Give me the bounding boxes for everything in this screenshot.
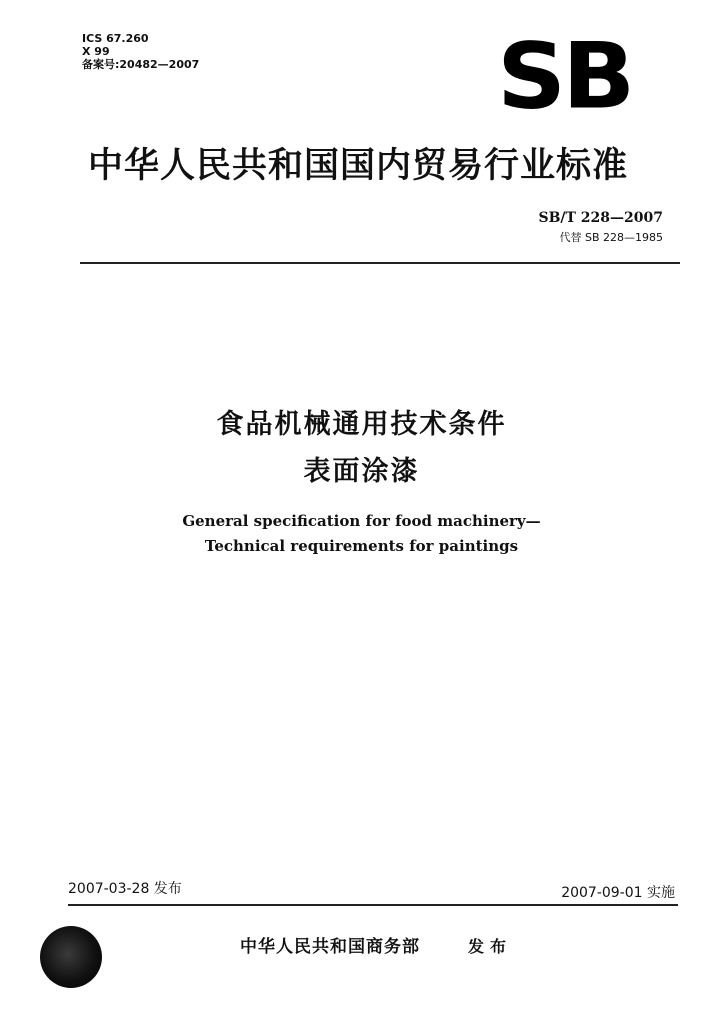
bottom-divider bbox=[68, 904, 678, 906]
title-en-line2: Technical requirements for paintings bbox=[204, 537, 519, 555]
top-divider bbox=[80, 262, 680, 264]
title-cn-line2: 表面涂漆 bbox=[303, 456, 420, 487]
issue-label: 发布 bbox=[468, 937, 513, 956]
implementation-date: 2007-09-01 实施 bbox=[561, 885, 675, 901]
issue-date: 2007-03-28 发布 bbox=[68, 881, 182, 897]
ics-code: ICS 67.260 bbox=[82, 32, 149, 45]
issuer-name: 中华人民共和国商务部 bbox=[240, 937, 420, 957]
seal-stamp bbox=[40, 926, 102, 988]
replaces-standard: 代替 SB 228—1985 bbox=[559, 231, 663, 244]
sb-logo: SB bbox=[497, 22, 632, 130]
ccs-code: X 99 bbox=[82, 45, 110, 58]
org-title: 中华人民共和国国内贸易行业标准 bbox=[88, 146, 629, 186]
title-cn-line1: 食品机械通用技术条件 bbox=[216, 409, 507, 440]
standard-code: SB/T 228—2007 bbox=[538, 210, 663, 226]
record-number: 备案号:20482—2007 bbox=[82, 58, 200, 71]
title-en-line1: General specification for food machinery— bbox=[182, 512, 541, 530]
